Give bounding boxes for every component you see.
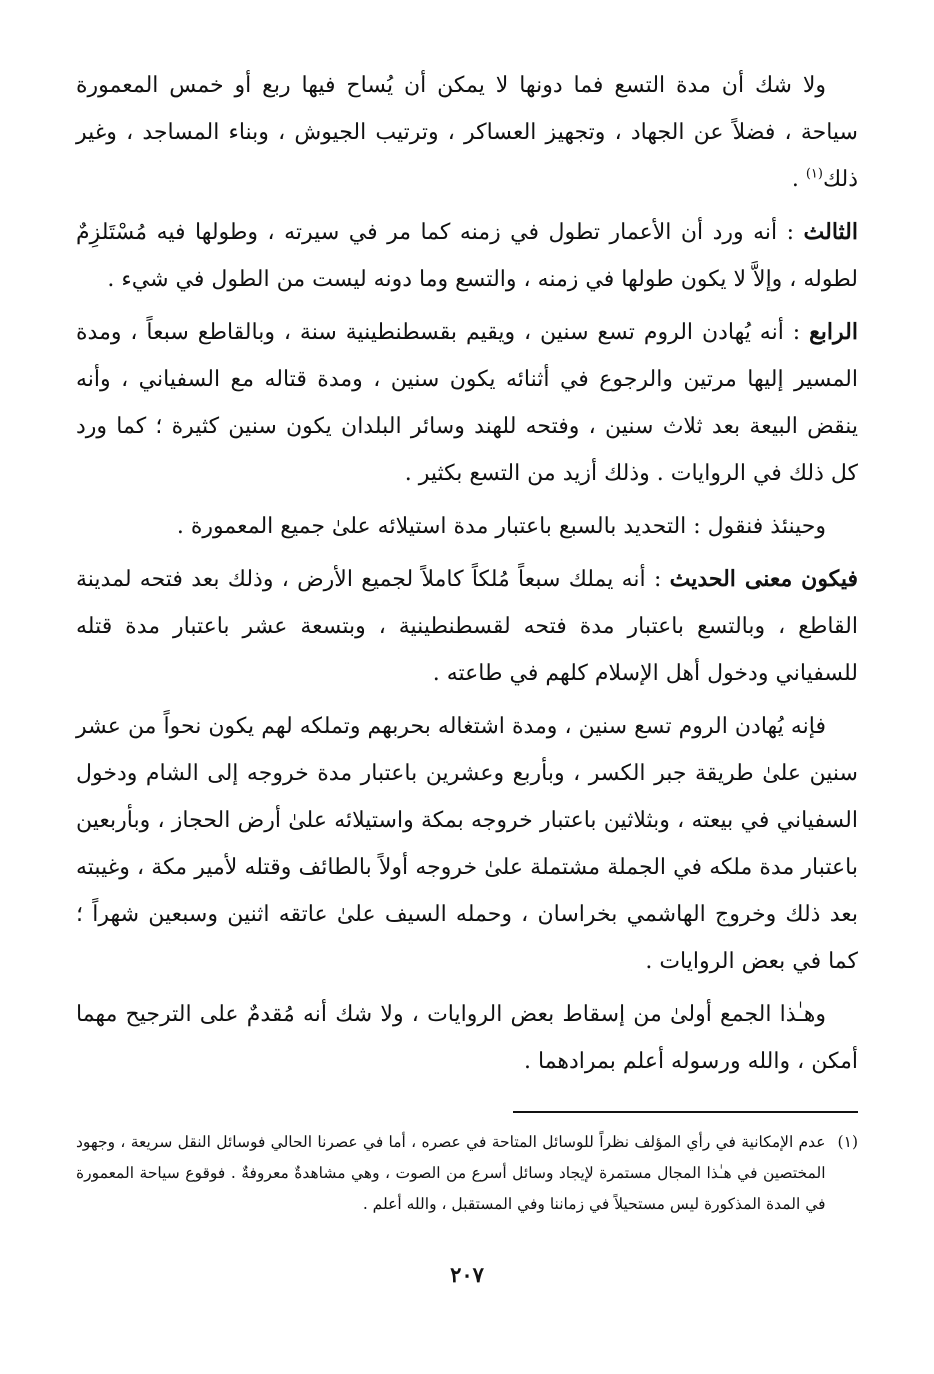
paragraph-6 xyxy=(76,703,858,985)
paragraph-1-text: ولا شك أن مدة التسع فما دونها لا يمكن أن يُساح فيها ربع أو خمس المعمورة سياحة ، فضلاً عن الجهاد ، وتجهيز العساكر ، وترتيب الجيوش ، وبناء المساجد ، وغير ذلك xyxy=(76,73,858,192)
paragraph-2-text: : أنه ورد أن الأعمار تطول في زمنه كما مر في سيرته ، وطولها فيه مُسْتَلزِمٌ لطوله ، وإلاَّ لا يكون طولها في زمنه ، والتسع وما دونه ليست من الطول في شيء . xyxy=(76,220,858,292)
paragraph-2-heading: الثالث xyxy=(803,219,858,245)
paragraph-4-text: وحينئذ فنقول : التحديد بالسبع باعتبار مدة استيلائه علىٰ جميع المعمورة . xyxy=(176,514,826,539)
paragraph-7 xyxy=(76,991,858,1085)
paragraph-6-text: فإنه يُهادن الروم تسع سنين ، ومدة اشتغاله بحربهم وتملكه لهم يكون نحواً من عشر سنين علىٰ طريقة جبر الكسر ، وبأربع وعشرين باعتبار مدة خروجه إلى الشام ودخول السفياني في بيعته ، وبثلاثين باعتبار خروجه بمكة واستيلائه علىٰ أرض الحجاز ، وبأربعين باعتبار مدة ملكه في الجملة مشتملة علىٰ خروجه أولاً بالطائف وقتله لأمير مكة ، وغيبته بعد ذلك وخروج الهاشمي بخراسان ، وحمله السيف علىٰ عاتقه اثنين وسبعين شهراً ؛ كما في بعض الروايات . xyxy=(76,714,858,974)
paragraph-2 xyxy=(76,209,858,303)
paragraph-3 xyxy=(76,309,858,497)
paragraph-4 xyxy=(76,503,858,550)
paragraph-5 xyxy=(76,556,858,697)
paragraph-7-text: وهـٰذا الجمع أولىٰ من إسقاط بعض الروايات ، ولا شك أنه مُقدمٌ على الترجيح مهما أمكن ، والله ورسوله أعلم بمرادهما . xyxy=(76,1002,858,1074)
page-number: ٢٠٧ xyxy=(450,1262,484,1287)
paragraph-3-heading: الرابع xyxy=(809,319,858,345)
paragraph-5-heading: فيكون معنى الحديث xyxy=(669,566,858,592)
footnote-text: عدم الإمكانية في رأي المؤلف نظراً للوسائل المتاحة في عصره ، أما في عصرنا الحالي فوسائل النقل سريعة ، وجهود المختصين في هـٰذا المجال مستمرة لإيجاد وسائل أسرع من الصوت ، وهي مشاهدةٌ معروفةٌ . فوقوع سياحة المعمورة في المدة المذكورة ليس مستحيلاً في زماننا وفي المستقبل ، والله أعلم . xyxy=(76,1133,826,1213)
paragraph-1-tail: . xyxy=(791,167,806,192)
paragraph-3-text: : أنه يُهادن الروم تسع سنين ، ويقيم بقسطنطينية سنة ، وبالقاطع سبعاً ، ومدة المسير إليها مرتين والرجوع في أثنائه يكون سنين ، ومدة قتاله مع السفياني ، وأنه ينقض البيعة بعد ثلاث سنين ، وفتحه للهند وسائر البلدان يكون سنين كثيرة ؛ كما ورد كل ذلك في الروايات . وذلك أزيد من التسع بكثير . xyxy=(76,320,858,486)
footnote-reference[interactable]: (١) xyxy=(805,166,823,182)
footnote xyxy=(76,1127,858,1220)
paragraph-5-text: : أنه يملك سبعاً مُلكاً كاملاً لجميع الأرض ، وذلك بعد فتحه لمدينة القاطع ، وبالتسع باعتبار مدة فتحه لقسطنطينية ، وبتسعة عشر باعتبار مدة قتله للسفياني ودخول أهل الإسلام كلهم في طاعته . xyxy=(76,567,858,686)
footnote-divider xyxy=(513,1111,858,1113)
paragraph-1 xyxy=(76,62,858,203)
footnote-number: (١) xyxy=(837,1133,858,1151)
